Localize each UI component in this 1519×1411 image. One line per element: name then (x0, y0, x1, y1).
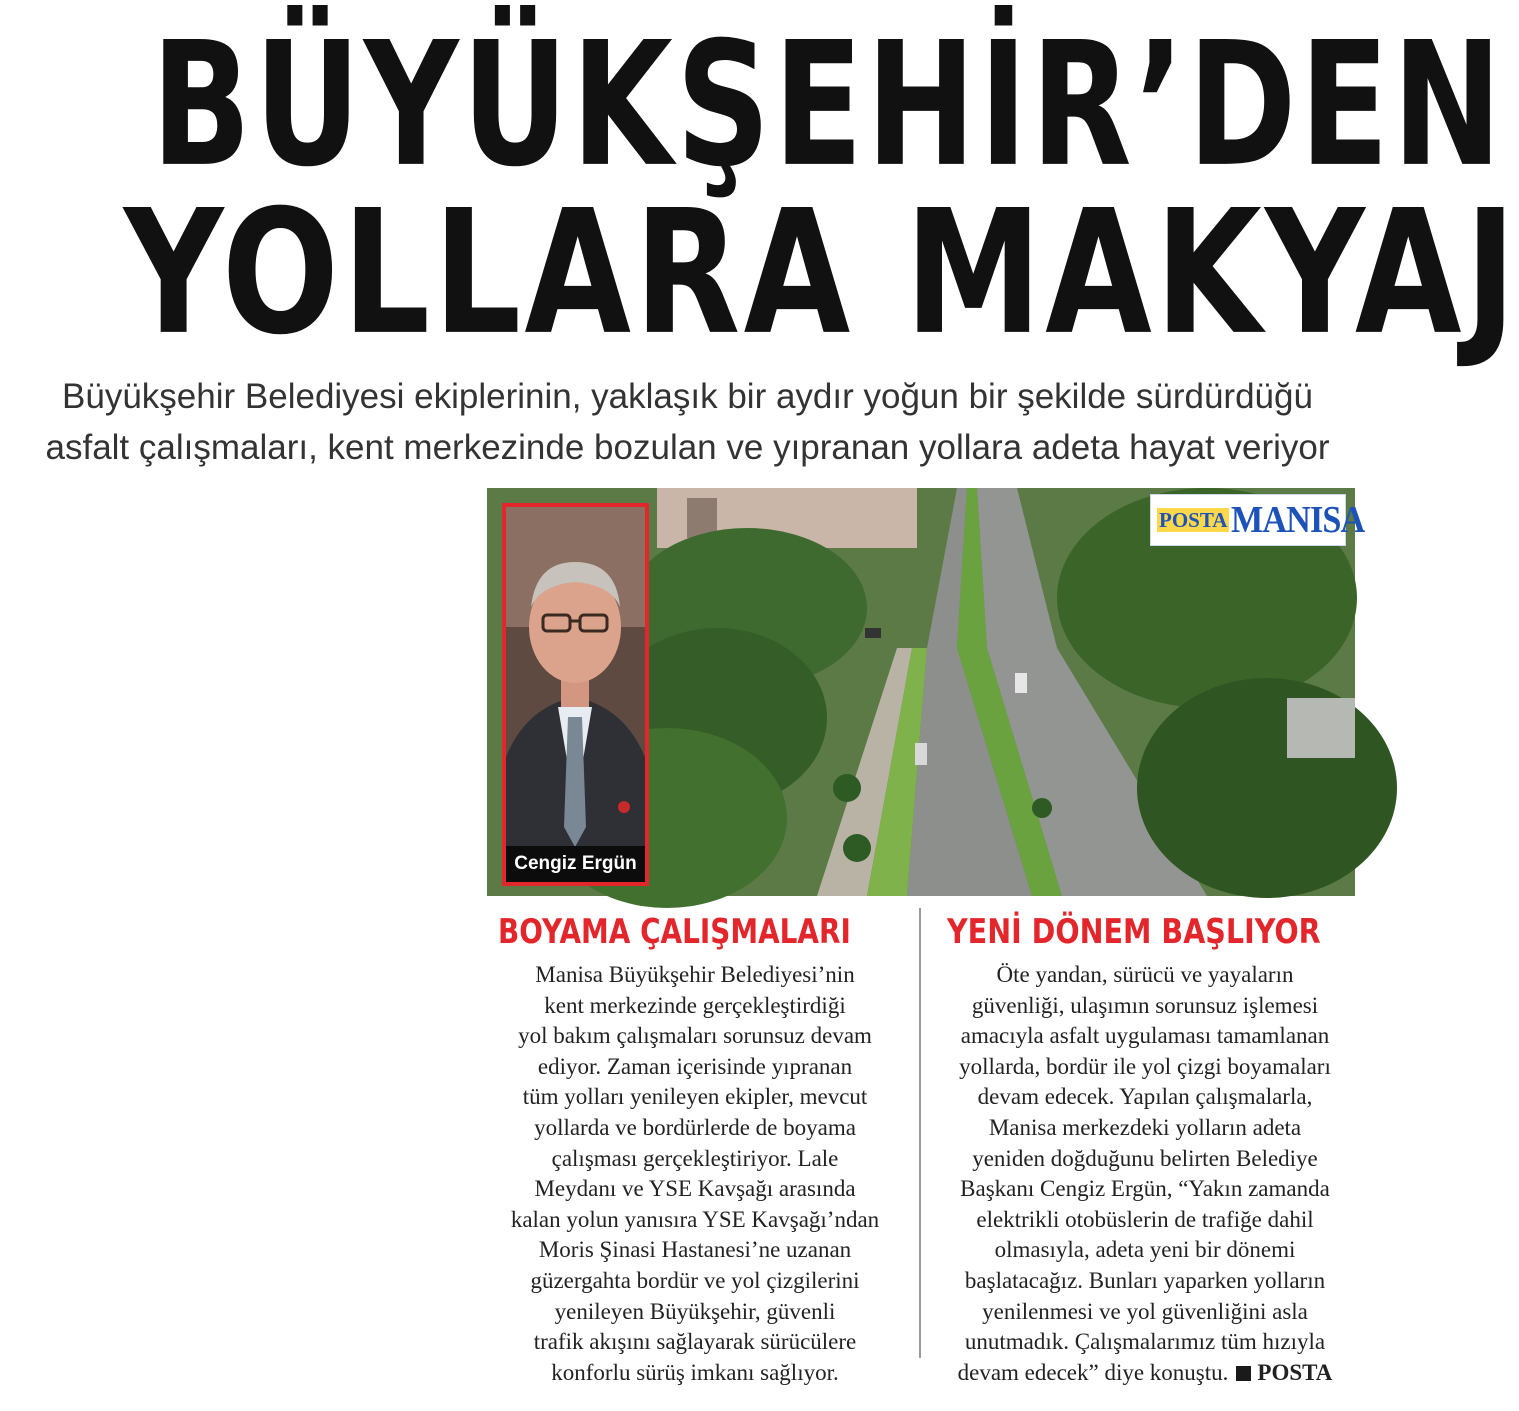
headline-line-2: YOLLARA MAKYAJ (123, 172, 1519, 373)
signature: POSTA (1257, 1359, 1333, 1385)
column-2-title: YENİ DÖNEM BAŞLIYOR (947, 912, 1321, 952)
body-line: yollarda ve bordürlerde de boyama (534, 1114, 856, 1140)
logo-manisa-text: MANISA (1231, 499, 1365, 541)
headline-line-1: BÜYÜKŞEHİR’DEN (151, 4, 1506, 205)
body-line: amacıyla asfalt uygulaması tamamlanan (960, 1023, 1330, 1049)
end-square-icon (1236, 1366, 1251, 1381)
body-last-line (925, 1358, 1365, 1389)
body-line: kent merkezinde gerçekleştirdiği (544, 992, 846, 1018)
body-line: yenilenmesi ve yol güvenliğini asla (982, 1298, 1308, 1324)
body-line: yollarda, bordür ile yol çizgi boyamaları (959, 1053, 1331, 1079)
body-line: Manisa merkezdeki yolların adeta (988, 1114, 1302, 1140)
body-line-text: devam edecek” diye konuştu. (957, 1359, 1229, 1385)
body-line: Başkanı Cengiz Ergün, “Yakın zamanda (960, 1176, 1330, 1202)
column-1-body (480, 960, 910, 1388)
body-line: tüm yolları yenileyen ekipler, mevcut (522, 1084, 868, 1110)
column-divider (919, 908, 921, 1358)
body-line: konforlu sürüş imkanı sağlıyor. (551, 1359, 839, 1385)
body-line: yeniden doğduğunu belirten Belediye (972, 1145, 1318, 1171)
body-line: çalışması gerçekleştiriyor. Lale (551, 1145, 839, 1171)
deck-line-2: asfalt çalışmaları, kent merkezinde bozulan ve yıpranan yollara adeta hayat veriyor (45, 428, 1330, 467)
body-line: Meydanı ve YSE Kavşağı arasında (534, 1176, 856, 1202)
body-line: olmasıyla, adeta yeni bir dönemi (994, 1237, 1296, 1263)
body-line: yenileyen Büyükşehir, güvenli (554, 1298, 836, 1324)
body-line: elektrikli otobüslerin de trafiğe dahil (976, 1206, 1314, 1232)
body-line: unutmadık. Çalışmalarımız tüm hızıyla (964, 1329, 1326, 1355)
column-1-title: BOYAMA ÇALIŞMALARI (498, 912, 851, 952)
body-line: güzergahta bordür ve yol çizgilerini (530, 1267, 860, 1293)
portrait-caption: Cengiz Ergün (506, 846, 645, 882)
body-line: trafik akışını sağlayarak sürücülere (533, 1329, 857, 1355)
deck-line-1: Büyükşehir Belediyesi ekiplerinin, yaklaşık bir aydır yoğun bir şekilde sürdürdüğü (62, 377, 1313, 416)
body-line: güvenliği, ulaşımın sorunsuz işlemesi (971, 992, 1319, 1018)
portrait-photo (502, 503, 649, 886)
column-2-body (925, 960, 1365, 1388)
body-line: kalan yolun yanısıra YSE Kavşağı’ndan (510, 1206, 880, 1232)
body-line: devam edecek. Yapılan çalışmalarla, (977, 1084, 1313, 1110)
body-line: ediyor. Zaman içerisinde yıpranan (537, 1053, 853, 1079)
body-line: yol bakım çalışmaları sorunsuz devam (518, 1023, 872, 1049)
body-line: Manisa Büyükşehir Belediyesi’nin (535, 962, 855, 987)
body-line: Öte yandan, sürücü ve yayaların (996, 962, 1294, 987)
body-line: Moris Şinasi Hastanesi’ne uzanan (538, 1237, 852, 1263)
logo-posta-text: POSTA (1159, 508, 1228, 532)
posta-manisa-logo (1150, 494, 1365, 546)
body-line: başlatacağız. Bunları yaparken yolların (964, 1267, 1326, 1293)
